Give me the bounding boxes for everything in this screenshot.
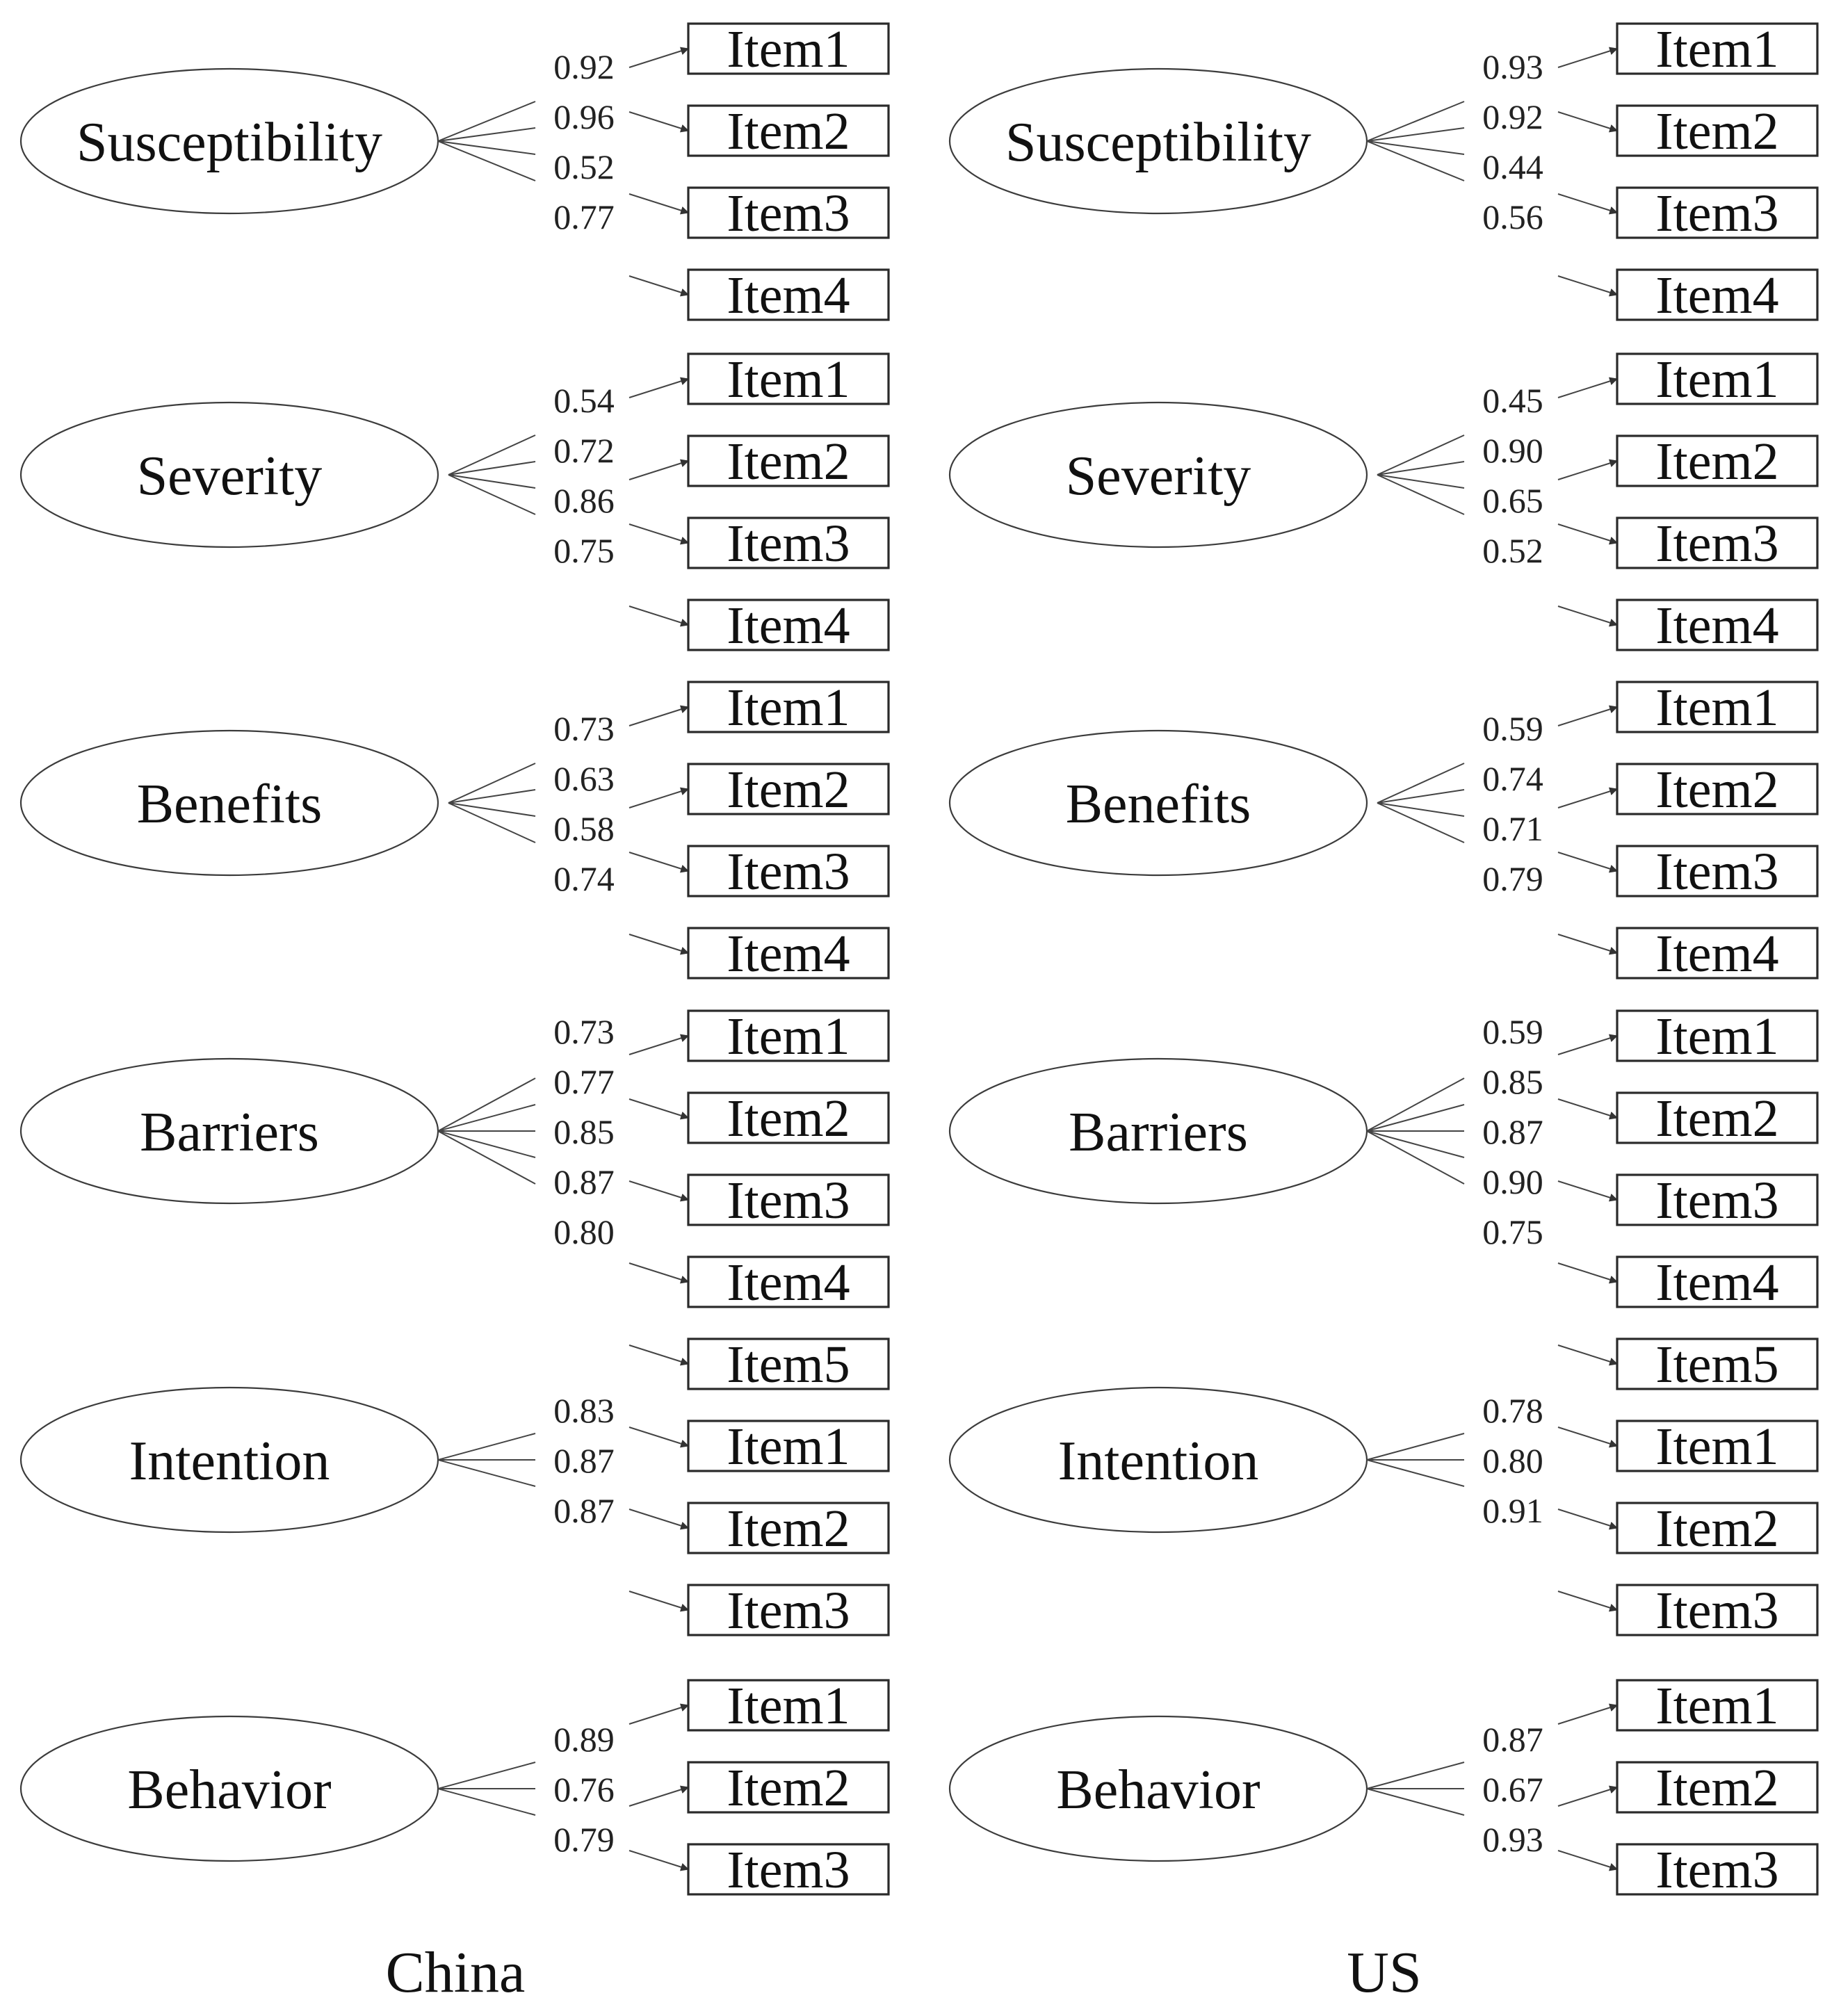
item-label: Item3 xyxy=(727,1582,850,1640)
item-label: Item4 xyxy=(1655,266,1779,325)
item-label: Item4 xyxy=(1655,1253,1779,1312)
item-label: Item1 xyxy=(727,1417,850,1476)
construct-label-behavior: Behavior xyxy=(127,1759,332,1821)
path-arrow xyxy=(1558,1181,1617,1200)
item-label: Item3 xyxy=(1655,1171,1779,1230)
path-arrow xyxy=(1558,1591,1617,1610)
loading-value: 0.80 xyxy=(1482,1441,1543,1480)
path-arrow xyxy=(1558,1263,1617,1282)
path-arrow xyxy=(629,789,688,808)
loading-value: 0.80 xyxy=(553,1212,615,1251)
item-label: Item2 xyxy=(727,1759,850,1817)
path-arrow xyxy=(629,934,688,953)
construct-group-intention xyxy=(21,1388,889,1640)
path-line xyxy=(438,1762,535,1789)
path-arrow xyxy=(1558,194,1617,213)
path-line xyxy=(1367,1460,1464,1486)
loading-value: 0.73 xyxy=(553,709,615,748)
loading-value: 0.87 xyxy=(553,1441,615,1480)
loading-value: 0.56 xyxy=(1482,197,1543,236)
loading-value: 0.78 xyxy=(1482,1391,1543,1430)
path-line xyxy=(1367,1433,1464,1460)
path-arrow xyxy=(629,379,688,398)
loading-value: 0.65 xyxy=(1482,481,1543,520)
path-line xyxy=(1367,1105,1464,1131)
item-label: Item2 xyxy=(1655,761,1779,819)
path-arrow xyxy=(1558,1509,1617,1528)
path-arrow xyxy=(629,112,688,131)
path-arrow xyxy=(1558,1427,1617,1446)
item-label: Item1 xyxy=(727,1677,850,1735)
construct-label-intention: Intention xyxy=(129,1431,330,1492)
item-label: Item2 xyxy=(1655,1499,1779,1558)
path-arrow xyxy=(629,276,688,295)
loading-value: 0.79 xyxy=(1482,859,1543,898)
construct-label-severity: Severity xyxy=(136,446,323,507)
construct-group-benefits xyxy=(950,678,1817,983)
item-label: Item1 xyxy=(1655,1007,1779,1066)
path-arrow xyxy=(1558,1851,1617,1869)
loading-value: 0.96 xyxy=(553,97,615,136)
item-label: Item1 xyxy=(1655,678,1779,737)
path-arrow xyxy=(629,1099,688,1118)
loading-value: 0.59 xyxy=(1482,709,1543,748)
loading-value: 0.59 xyxy=(1482,1012,1543,1051)
item-label: Item2 xyxy=(727,102,850,161)
construct-group-severity xyxy=(950,350,1817,655)
path-line xyxy=(438,1105,535,1131)
construct-group-susceptibility xyxy=(950,20,1817,325)
path-arrow xyxy=(629,606,688,625)
path-arrow xyxy=(1558,852,1617,871)
item-label: Item3 xyxy=(727,1171,850,1230)
construct-label-benefits: Benefits xyxy=(136,774,323,835)
loading-value: 0.74 xyxy=(1482,759,1543,798)
item-label: Item1 xyxy=(1655,350,1779,409)
panel-us xyxy=(950,20,1817,2005)
loading-value: 0.75 xyxy=(1482,1212,1543,1251)
loading-value: 0.67 xyxy=(1482,1770,1543,1809)
item-label: Item3 xyxy=(1655,1841,1779,1899)
path-arrow xyxy=(629,1787,688,1806)
path-arrow xyxy=(629,1591,688,1610)
item-label: Item2 xyxy=(727,1499,850,1558)
path-arrow xyxy=(629,1181,688,1200)
path-line xyxy=(438,1789,535,1815)
path-arrow xyxy=(629,1263,688,1282)
item-label: Item4 xyxy=(727,596,850,655)
construct-group-severity xyxy=(21,350,889,655)
path-arrow xyxy=(629,1705,688,1724)
loading-value: 0.87 xyxy=(1482,1720,1543,1759)
item-label: Item2 xyxy=(1655,1089,1779,1148)
path-arrow xyxy=(629,1036,688,1055)
loading-value: 0.73 xyxy=(553,1012,615,1051)
loading-value: 0.91 xyxy=(1482,1491,1543,1530)
loading-value: 0.87 xyxy=(553,1162,615,1201)
construct-group-barriers xyxy=(950,1007,1817,1394)
country-label-us: US xyxy=(1347,1940,1422,2005)
loading-value: 0.87 xyxy=(1482,1112,1543,1151)
item-label: Item4 xyxy=(1655,925,1779,983)
item-label: Item1 xyxy=(727,678,850,737)
loading-value: 0.75 xyxy=(553,531,615,570)
construct-label-barriers: Barriers xyxy=(1069,1102,1248,1163)
path-arrow xyxy=(1558,1036,1617,1055)
loading-value: 0.85 xyxy=(1482,1062,1543,1101)
path-line xyxy=(438,1433,535,1460)
country-label-china: China xyxy=(385,1940,526,2005)
path-arrow xyxy=(629,707,688,726)
path-line xyxy=(438,1460,535,1486)
loading-value: 0.58 xyxy=(553,809,615,848)
loading-value: 0.52 xyxy=(553,147,615,186)
item-label: Item3 xyxy=(1655,184,1779,243)
path-arrow xyxy=(1558,934,1617,953)
path-arrow xyxy=(629,1427,688,1446)
item-label: Item1 xyxy=(1655,1417,1779,1476)
path-arrow xyxy=(1558,606,1617,625)
path-arrow xyxy=(629,1851,688,1869)
path-arrow xyxy=(629,194,688,213)
item-label: Item3 xyxy=(727,843,850,901)
path-arrow xyxy=(629,524,688,543)
loading-value: 0.71 xyxy=(1482,809,1543,848)
item-label: Item2 xyxy=(1655,102,1779,161)
item-label: Item2 xyxy=(727,1089,850,1148)
loading-value: 0.74 xyxy=(553,859,615,898)
panel-china xyxy=(21,20,889,2005)
path-arrow xyxy=(1558,1345,1617,1364)
loading-value: 0.92 xyxy=(553,47,615,86)
loading-value: 0.77 xyxy=(553,197,615,236)
loading-value: 0.89 xyxy=(553,1720,615,1759)
item-label: Item3 xyxy=(727,184,850,243)
item-label: Item3 xyxy=(1655,843,1779,901)
path-line xyxy=(1367,1078,1464,1131)
construct-group-benefits xyxy=(21,678,889,983)
item-label: Item4 xyxy=(1655,596,1779,655)
path-arrow xyxy=(629,1345,688,1364)
path-line xyxy=(1367,1131,1464,1157)
path-arrow xyxy=(1558,49,1617,67)
path-line xyxy=(438,1131,535,1184)
loading-value: 0.45 xyxy=(1482,381,1543,420)
item-label: Item3 xyxy=(1655,1582,1779,1640)
loading-value: 0.72 xyxy=(553,431,615,470)
item-label: Item2 xyxy=(727,761,850,819)
item-label: Item1 xyxy=(727,1007,850,1066)
item-label: Item4 xyxy=(727,925,850,983)
construct-group-susceptibility xyxy=(21,20,889,325)
loading-value: 0.52 xyxy=(1482,531,1543,570)
loading-value: 0.44 xyxy=(1482,147,1543,186)
loading-value: 0.92 xyxy=(1482,97,1543,136)
item-label: Item5 xyxy=(1655,1335,1779,1394)
loading-value: 0.87 xyxy=(553,1491,615,1530)
loading-value: 0.93 xyxy=(1482,47,1543,86)
path-arrow xyxy=(1558,461,1617,480)
item-label: Item1 xyxy=(727,350,850,409)
path-arrow xyxy=(1558,112,1617,131)
path-arrow xyxy=(1558,1787,1617,1806)
path-line xyxy=(1367,1131,1464,1184)
loading-value: 0.85 xyxy=(553,1112,615,1151)
construct-group-intention xyxy=(950,1388,1817,1640)
item-label: Item2 xyxy=(1655,432,1779,491)
loading-value: 0.77 xyxy=(553,1062,615,1101)
path-arrow xyxy=(629,852,688,871)
item-label: Item2 xyxy=(1655,1759,1779,1817)
construct-label-intention: Intention xyxy=(1057,1431,1259,1492)
path-arrow xyxy=(629,49,688,67)
loading-value: 0.83 xyxy=(553,1391,615,1430)
path-line xyxy=(438,1131,535,1157)
path-arrow xyxy=(1558,1705,1617,1724)
item-label: Item3 xyxy=(727,514,850,573)
item-label: Item3 xyxy=(1655,514,1779,573)
loading-value: 0.79 xyxy=(553,1820,615,1859)
loading-value: 0.90 xyxy=(1482,1162,1543,1201)
construct-group-behavior xyxy=(21,1677,889,1899)
path-arrow xyxy=(629,1509,688,1528)
construct-group-behavior xyxy=(950,1677,1817,1899)
path-arrow xyxy=(1558,707,1617,726)
construct-label-susceptibility: Susceptibility xyxy=(76,112,382,173)
item-label: Item3 xyxy=(727,1841,850,1899)
loading-value: 0.90 xyxy=(1482,431,1543,470)
loading-value: 0.63 xyxy=(553,759,615,798)
path-arrow xyxy=(1558,276,1617,295)
loading-value: 0.54 xyxy=(553,381,615,420)
item-label: Item1 xyxy=(727,20,850,79)
construct-label-benefits: Benefits xyxy=(1065,774,1251,835)
construct-label-behavior: Behavior xyxy=(1056,1759,1260,1821)
item-label: Item1 xyxy=(1655,20,1779,79)
construct-label-susceptibility: Susceptibility xyxy=(1005,112,1311,173)
loading-value: 0.76 xyxy=(553,1770,615,1809)
item-label: Item4 xyxy=(727,1253,850,1312)
construct-label-barriers: Barriers xyxy=(140,1102,319,1163)
item-label: Item2 xyxy=(727,432,850,491)
construct-group-barriers xyxy=(21,1007,889,1394)
path-arrow xyxy=(1558,1099,1617,1118)
item-label: Item4 xyxy=(727,266,850,325)
item-label: Item1 xyxy=(1655,1677,1779,1735)
loading-value: 0.93 xyxy=(1482,1820,1543,1859)
path-arrow xyxy=(629,461,688,480)
path-line xyxy=(438,1078,535,1131)
construct-label-severity: Severity xyxy=(1065,446,1251,507)
path-line xyxy=(1367,1789,1464,1815)
item-label: Item5 xyxy=(727,1335,850,1394)
path-line xyxy=(1367,1762,1464,1789)
path-arrow xyxy=(1558,379,1617,398)
loading-value: 0.86 xyxy=(553,481,615,520)
path-arrow xyxy=(1558,789,1617,808)
path-arrow xyxy=(1558,524,1617,543)
